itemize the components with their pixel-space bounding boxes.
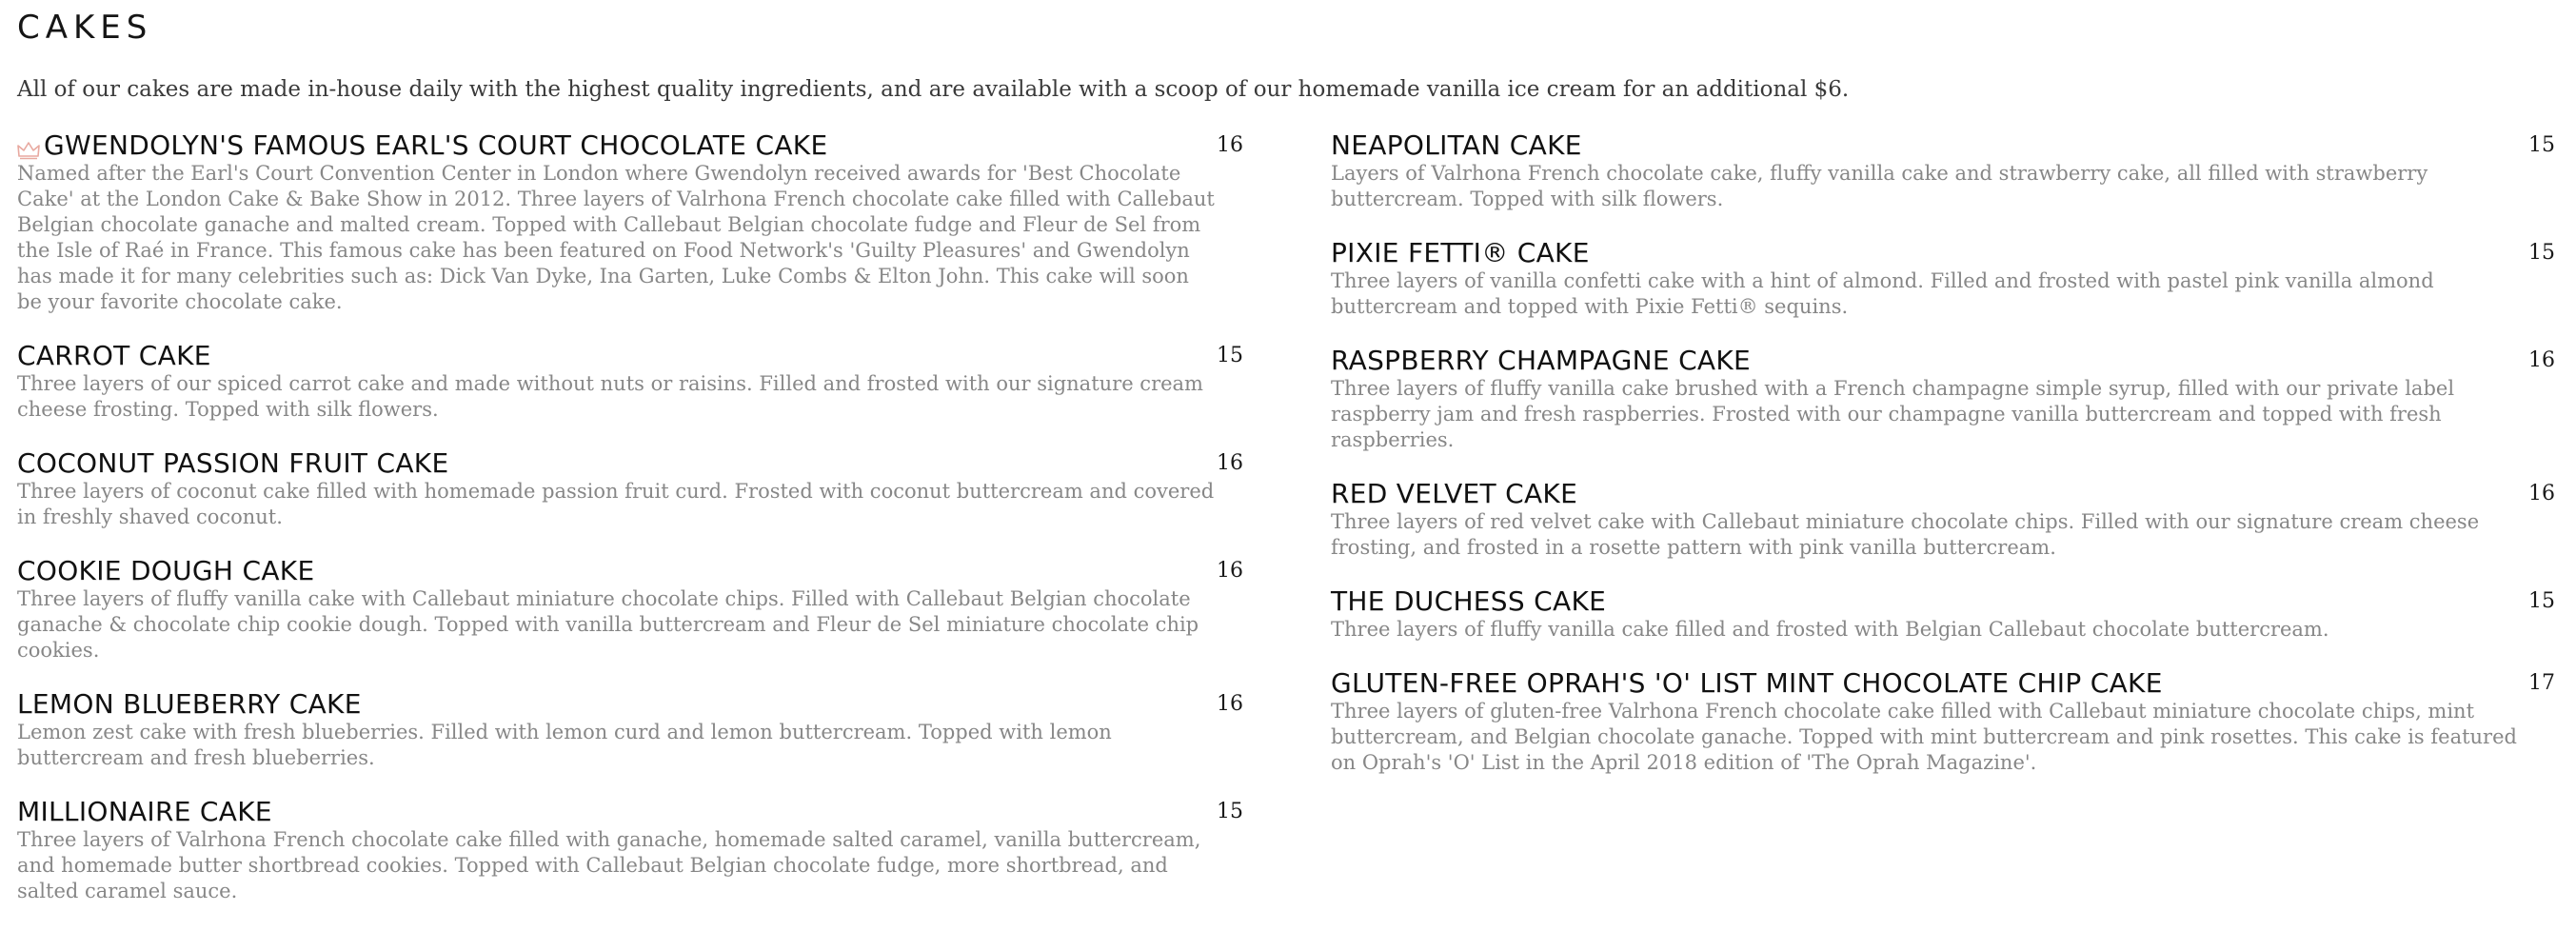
menu-item-name: GLUTEN-FREE OPRAH'S 'O' LIST MINT CHOCOLATE CHIP CAKE xyxy=(1331,667,2163,699)
menu-item-description: Three layers of fluffy vanilla cake brushed with a French champagne simple syrup, filled with our private label raspberry jam and fresh raspberries. Frosted with our champagne vanilla buttercream and topped with fresh raspberries. xyxy=(1331,377,2455,451)
menu-column-left xyxy=(17,131,1247,931)
menu-item-name: NEAPOLITAN CAKE xyxy=(1331,129,1582,161)
menu-item-name: CARROT CAKE xyxy=(17,340,211,371)
menu-item-name: RED VELVET CAKE xyxy=(1331,478,1578,509)
menu-item-header xyxy=(17,342,1247,370)
menu-item-header xyxy=(1331,669,2559,698)
menu-item xyxy=(1331,587,2559,643)
menu-page xyxy=(17,9,2559,902)
menu-item-price: 15 xyxy=(2528,589,2555,613)
menu-columns xyxy=(17,131,2559,931)
crown-icon xyxy=(17,137,40,156)
menu-item-description: Three layers of vanilla confetti cake with a hint of almond. Filled and frosted with pastel pink vanilla almond buttercream and topped with Pixie Fetti® sequins. xyxy=(1331,269,2434,318)
menu-item-price: 16 xyxy=(1217,451,1243,475)
menu-item xyxy=(1331,239,2559,320)
menu-item-header xyxy=(17,557,1247,585)
menu-item-name: COCONUT PASSION FRUIT CAKE xyxy=(17,447,449,479)
menu-item-description: Three layers of red velvet cake with Callebaut miniature chocolate chips. Filled with our signature cream cheese frosting, and frosted in a rosette pattern with pink vanilla buttercream. xyxy=(1331,510,2480,559)
menu-item-description: Three layers of our spiced carrot cake and made without nuts or raisins. Filled and frosted with our signature cream cheese frosting. Topped with silk flowers. xyxy=(17,372,1203,421)
menu-item xyxy=(17,690,1247,771)
menu-item xyxy=(1331,131,2559,212)
menu-item-price: 15 xyxy=(1217,344,1243,367)
menu-item xyxy=(17,449,1247,530)
menu-item-name: MILLIONAIRE CAKE xyxy=(17,796,272,827)
menu-item-header xyxy=(17,449,1247,478)
menu-item-description: Three layers of coconut cake filled with homemade passion fruit curd. Frosted with coconut buttercream and covered in freshly shaved coconut. xyxy=(17,480,1215,528)
menu-item-header xyxy=(1331,347,2559,375)
menu-item-header xyxy=(17,131,1247,160)
menu-column-right xyxy=(1331,131,2559,931)
menu-item-name: THE DUCHESS CAKE xyxy=(1331,585,1607,617)
menu-item-name: GWENDOLYN'S FAMOUS EARL'S COURT CHOCOLATE CAKE xyxy=(44,129,828,161)
menu-item-price: 15 xyxy=(2528,133,2555,157)
menu-item-header xyxy=(1331,587,2559,616)
menu-item xyxy=(17,131,1247,315)
menu-item-name: RASPBERRY CHAMPAGNE CAKE xyxy=(1331,345,1752,376)
menu-item xyxy=(1331,669,2559,776)
menu-item xyxy=(1331,347,2559,453)
menu-item xyxy=(1331,480,2559,561)
menu-item-name: PIXIE FETTI® CAKE xyxy=(1331,237,1590,268)
menu-item-price: 16 xyxy=(1217,692,1243,716)
menu-item xyxy=(17,798,1247,904)
menu-item-price: 15 xyxy=(2528,241,2555,265)
menu-intro: All of our cakes are made in-house daily with the highest quality ingredients, and are available with a scoop of our homemade vanilla ice cream for an additional $6. xyxy=(17,77,1850,102)
menu-item-description: Three layers of fluffy vanilla cake filled and frosted with Belgian Callebaut chocolate buttercream. xyxy=(1331,618,2329,641)
menu-item-name-row xyxy=(17,131,827,160)
menu-item-description: Three layers of fluffy vanilla cake with Callebaut miniature chocolate chips. Filled with Callebaut Belgian chocolate ganache & chocolate chip cookie dough. Topped with vanilla buttercream and Fleur de Sel miniature chocolate chip cookies. xyxy=(17,587,1199,662)
menu-item-price: 15 xyxy=(1217,800,1243,823)
menu-item-header xyxy=(17,798,1247,826)
menu-item-description: Named after the Earl's Court Convention Center in London where Gwendolyn received awards for 'Best Chocolate Cake' at the London Cake & Bake Show in 2012. Three layers of Valrhona French chocolate cake filled with Callebaut Belgian chocolate ganache and malted cream. Topped with Callebaut Belgian chocolate fudge and Fleur de Sel from the Isle of Raé in France. This famous cake has been featured on Food Network's 'Guilty Pleasures' and Gwendolyn has made it for many celebrities such as: Dick Van Dyke, Ina Garten, Luke Combs & Elton John. This cake will soon be your favorite chocolate cake. xyxy=(17,162,1215,313)
menu-item xyxy=(17,342,1247,423)
menu-item-price: 17 xyxy=(2528,671,2555,695)
menu-item-price: 16 xyxy=(1217,559,1243,583)
menu-item-name: LEMON BLUEBERRY CAKE xyxy=(17,688,362,720)
menu-item-price: 16 xyxy=(2528,348,2555,372)
menu-item xyxy=(17,557,1247,664)
menu-item-header xyxy=(1331,131,2559,160)
menu-item-description: Three layers of gluten-free Valrhona French chocolate cake filled with Callebaut miniature chocolate chips, mint buttercream, and Belgian chocolate ganache. Topped with mint buttercream and pink rosettes. This cake is featured on Oprah's 'O' List in the April 2018 edition of 'The Oprah Magazine'. xyxy=(1331,700,2517,774)
menu-item-header xyxy=(17,690,1247,719)
menu-item-description: Lemon zest cake with fresh blueberries. Filled with lemon curd and lemon buttercream. Topped with lemon buttercream and fresh blueberries. xyxy=(17,721,1112,769)
menu-item-name: COOKIE DOUGH CAKE xyxy=(17,555,315,586)
menu-item-price: 16 xyxy=(2528,482,2555,505)
menu-item-description: Layers of Valrhona French chocolate cake, fluffy vanilla cake and strawberry cake, all filled with strawberry buttercream. Topped with silk flowers. xyxy=(1331,162,2428,210)
menu-item-description: Three layers of Valrhona French chocolate cake filled with ganache, homemade salted caramel, vanilla buttercream, and homemade butter shortbread cookies. Topped with Callebaut Belgian chocolate fudge, more shortbread, and salted caramel sauce. xyxy=(17,828,1201,902)
menu-item-header xyxy=(1331,239,2559,267)
page-title: CAKES xyxy=(17,9,153,47)
menu-item-price: 16 xyxy=(1217,133,1243,157)
menu-item-header xyxy=(1331,480,2559,508)
